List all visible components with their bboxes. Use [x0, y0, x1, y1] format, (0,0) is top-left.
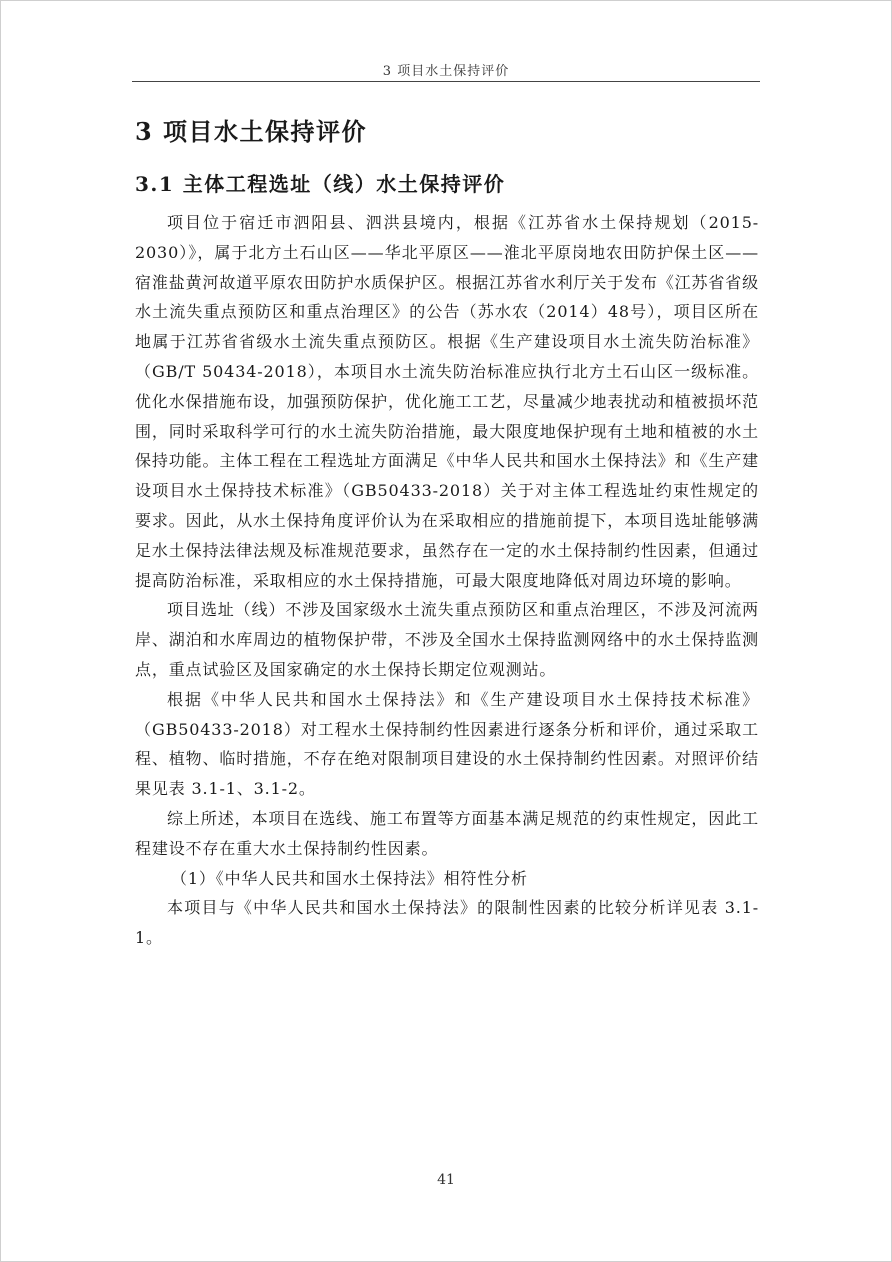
- body-paragraph-5: 本项目与《中华人民共和国水土保持法》的限制性因素的比较分析详见表 3.1-1。: [135, 898, 759, 948]
- chapter-title: 3 项目水土保持评价: [135, 117, 368, 146]
- list-heading: （1）《中华人民共和国水土保持法》相符性分析: [171, 868, 528, 888]
- running-header: 3 项目水土保持评价: [382, 64, 510, 79]
- header-rule: [132, 81, 760, 82]
- page-content: [135, 112, 759, 953]
- section-title: 3.1 主体工程选址（线）水土保持评价: [135, 172, 506, 196]
- body-paragraph-4: 综上所述，本项目在选线、施工布置等方面基本满足规范的约束性规定，因此工程建设不存在重大水土保持制约性因素。: [135, 808, 759, 858]
- body-paragraph-1: 项目位于宿迁市泗阳县、泗洪县境内，根据《江苏省水土保持规划（2015-2030）》，属于北方土石山区——华北平原区——淮北平原岗地农田防护保土区——宿淮盐黄河故道平原农田防护水质保护区。根据江苏省水利厅关于发布《江苏省省级水土流失重点预防区和重点治理区》的公告（苏水农（2014）48号），项目区所在地属于江苏省省级水土流失重点预防区。根据《生产建设项目水土流失防治标准》（GB/T 50434-2018），本项目水土流失防治标准应执行北方土石山区一级标准。优化水保措施布设，加强预防保护，优化施工工艺，尽量减少地表扰动和植被损坏范围，同时采取科学可行的水土流失防治措施，最大限度地保护现有土地和植被的水土保持功能。主体工程在工程选址方面满足《中华人民共和国水土保持法》和《生产建设项目水土保持技术标准》（GB50433-2018）关于对主体工程选址约束性规定的要求。因此，从水土保持角度评价认为在采取相应的措施前提下，本项目选址能够满足水土保持法律法规及标准规范要求，虽然存在一定的水土保持制约性因素，但通过提高防治标准，采取相应的水土保持措施，可最大限度地降低对周边环境的影响。: [135, 213, 759, 590]
- page-number: 41: [437, 1172, 455, 1188]
- body-paragraph-2: 项目选址（线）不涉及国家级水土流失重点预防区和重点治理区，不涉及河流两岸、湖泊和水库周边的植物保护带，不涉及全国水土保持监测网络中的水土保持监测点，重点试验区及国家确定的水土保持长期定位观测站。: [135, 600, 759, 679]
- body-paragraph-3: 根据《中华人民共和国水土保持法》和《生产建设项目水土保持技术标准》（GB50433-2018）对工程水土保持制约性因素进行逐条分析和评价，通过采取工程、植物、临时措施，不存在绝对限制项目建设的水土保持制约性因素。对照评价结果见表 3.1-1、3.1-2。: [135, 689, 759, 799]
